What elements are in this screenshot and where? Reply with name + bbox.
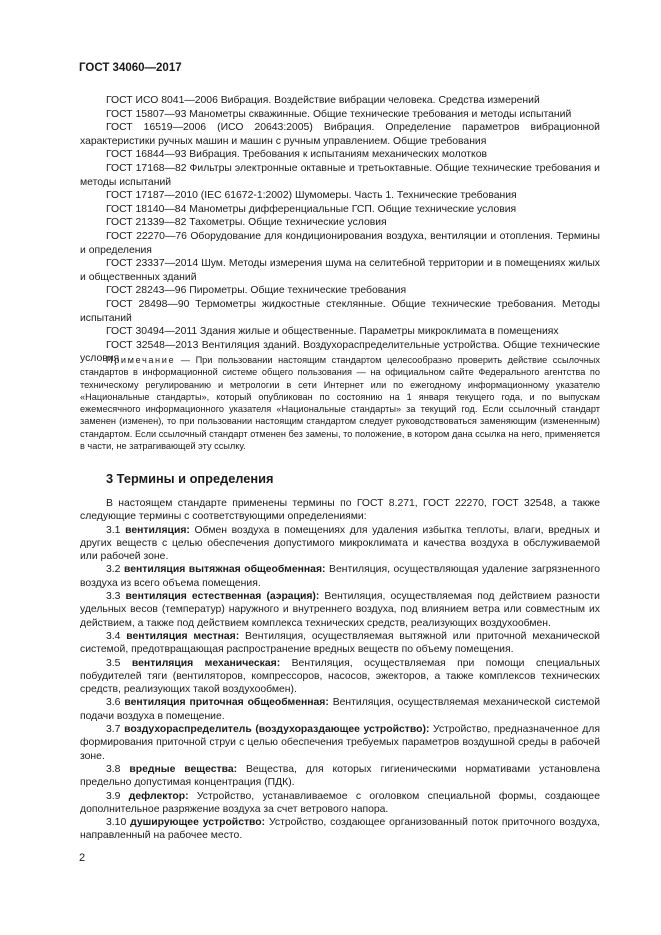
term-name: вентиляция приточная общеобменная: <box>124 697 329 709</box>
term-definition: Обмен воздуха в помещениях для удаления избытка теплоты, влаги, вредных и других веществ с целью обеспечения допустимого микроклимата и качества воздуха в обслуживаемой или рабочей зоне. <box>80 524 600 563</box>
term-definition: Устройство, устанавливаемое с оголовком специальной формы, создающее дополнительное разряжение воздуха за счет ветрового напора. <box>80 790 600 815</box>
term-number: 3.8 <box>106 763 130 775</box>
reference-item: ГОСТ 15807—93 Манометры скважинные. Общие технические требования и методы испытаний <box>106 108 572 120</box>
term-definition: Устройство, предназначенное для формирования приточной струи с целью обеспечения требуемых параметров воздушной среды в рабочей зоне. <box>80 724 600 762</box>
term-name: вентиляция местная: <box>126 630 240 642</box>
term-definition: Вентиляция, осуществляемая вытяжной или приточной механической системой, предотвращающая распространение вредных веществ по объему помещения. <box>80 630 600 656</box>
term-entry <box>80 816 600 843</box>
term-name: вентиляция механическая: <box>131 657 281 669</box>
terms-section-body <box>80 497 600 843</box>
term-entry <box>80 657 600 697</box>
term-number: 3.10 <box>106 817 131 829</box>
reference-item: ГОСТ 32548—2013 Вентиляция зданий. Воздухораспределительные устройства. Общие технические условия <box>80 339 600 365</box>
term-number: 3.9 <box>106 790 129 802</box>
term-number: 3.6 <box>106 697 125 709</box>
reference-item: ГОСТ 17187—2010 (IEC 61672-1:2002) Шумомеры. Часть 1. Технические требования <box>106 190 517 202</box>
term-definition: Вентиляция, осуществляемая механической системой подачи воздуха в помещение. <box>80 697 601 722</box>
term-name: вентиляция: <box>125 524 190 536</box>
term-entry <box>80 763 600 790</box>
term-number: 3.3 <box>106 591 126 603</box>
term-entry <box>80 630 600 657</box>
term-definition: Вентиляция, осуществляемая под действием разности удельных весов (температур) наружного и внутреннего воздуха, под влиянием ветра или совместным их действием, а также под действием комплекса технических средств, реализующих воздухообмен. <box>80 591 600 629</box>
reference-item: ГОСТ 16844—93 Вибрация. Требования к испытаниям механических молотков <box>106 149 488 161</box>
term-entry <box>80 590 600 630</box>
term-entry <box>80 723 600 763</box>
term-definition: Вентиляция, осуществляемая при помощи специальных побудителей тяги (вентиляторов, компрессоров, насосов, эжекторов, а также комплексов технических средств, реализующих такой воздухообмен). <box>80 657 600 696</box>
references-note <box>80 354 600 452</box>
term-entry <box>80 790 600 817</box>
reference-item: ГОСТ 16519—2006 (ИСО 20643:2005) Вибрация. Определение параметров вибрационной характеристики ручных машин и машин с ручным управлением. Общие требования <box>80 122 600 147</box>
term-definition: Вентиляция, осуществляющая удаление загрязненного воздуха из всего объема помещения. <box>80 564 601 589</box>
normative-references-list <box>80 94 600 366</box>
term-definition: Вещества, для которых гигиеническими нормативами установлена предельно допустимая концентрация (ПДК). <box>80 763 600 789</box>
reference-item: ГОСТ 21339—82 Тахометры. Общие технические условия <box>106 217 387 229</box>
reference-item: ГОСТ 22270—76 Оборудование для кондиционирования воздуха, вентиляции и отопления. Термины и определения <box>80 230 600 256</box>
note-text: — При пользовании настоящим стандартом целесообразно проверить действие ссылочных стандартов в информационной системе общего пользования — на официальном сайте Федерального агентства по техническому регулированию и метрологии в сети Интернет или по ежегодному информационному указателю «Национальные стандарты», который опубликован по состоянию на 1 января текущего года, и по выпускам ежемесячного информационного указателя «Национальные стандарты» за текущий год. Если ссылочный стандарт заменен (изменен), то при пользовании настоящим стандартом следует руководствоваться заменяющим (измененным) стандартом. Если ссылочный стандарт отменен без замены, то положение, в котором дана ссылка на него, применяется в части, не затрагивающей эту ссылку. <box>80 355 600 452</box>
term-name: воздухораспределитель (воздухораздающее устройство): <box>124 724 430 736</box>
term-number: 3.5 <box>106 657 132 669</box>
term-entry <box>80 696 600 723</box>
section-title: 3 Термины и определения <box>106 471 274 486</box>
page-number: 2 <box>79 852 86 864</box>
reference-item: ГОСТ 23337—2014 Шум. Методы измерения шума на селитебной территории и в помещениях жилых и общественных зданий <box>80 258 600 283</box>
term-number: 3.4 <box>106 630 127 642</box>
note-label: Примечание <box>106 355 176 365</box>
reference-item: ГОСТ 28498—90 Термометры жидкостные стеклянные. Общие технические требования. Методы испытаний <box>80 298 600 324</box>
term-name: вентиляция вытяжная общеобменная: <box>123 564 326 576</box>
reference-item: ГОСТ 17168—82 Фильтры электронные октавные и третьоктавные. Общие технические требования и методы испытаний <box>80 162 600 188</box>
term-name: вентиляция естественная (аэрация): <box>125 591 320 603</box>
term-number: 3.2 <box>106 564 124 576</box>
term-definition: Устройство, создающее организованный поток приточного воздуха, направленный на рабочее место. <box>80 817 600 842</box>
term-number: 3.7 <box>106 724 125 736</box>
reference-item: ГОСТ 18140—84 Манометры дифференциальные ГСП. Общие технические условия <box>106 203 517 215</box>
term-name: вредные вещества: <box>129 763 238 775</box>
term-number: 3.1 <box>106 524 126 536</box>
section-intro: В настоящем стандарте применены термины по ГОСТ 8.271, ГОСТ 22270, ГОСТ 32548, а также следующие термины с соответствующими определениями: <box>80 498 600 523</box>
term-entry <box>80 563 600 590</box>
term-name: душирующее устройство: <box>130 817 266 829</box>
term-name: дефлектор: <box>128 790 189 802</box>
term-entry <box>80 524 600 564</box>
standard-code-header: ГОСТ 34060—2017 <box>79 62 182 74</box>
reference-item: ГОСТ 30494—2011 Здания жилые и общественные. Параметры микроклимата в помещениях <box>106 326 559 338</box>
reference-item: ГОСТ ИСО 8041—2006 Вибрация. Воздействие вибрации человека. Средства измерений <box>106 95 540 106</box>
reference-item: ГОСТ 28243—96 Пирометры. Общие технические требования <box>106 285 407 297</box>
